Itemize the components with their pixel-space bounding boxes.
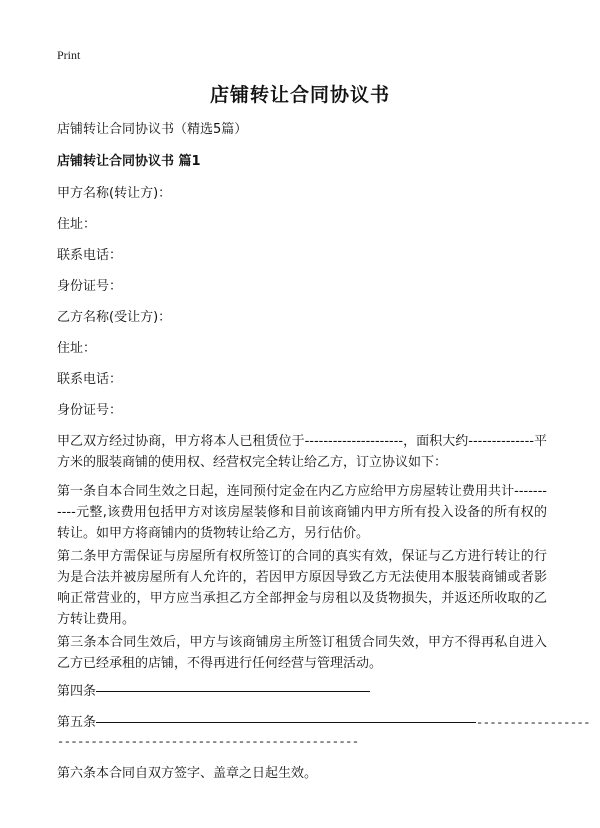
clause-5-dash-line: --------------------------------------------- — [57, 735, 359, 749]
clause-1-paragraph: 第一条自本合同生效之日起，连同预付定金在内乙方应给甲方房屋转让费用共计-----------元整,该费用包括甲方对该房屋装修和目前该商铺内甲方所有投入设备的所有权的转让。如甲方将商铺内的货物转让给乙方，另行估价。 — [57, 484, 547, 541]
clause-5-blank-line — [96, 722, 476, 723]
party-b-id-label: 身份证号： — [57, 403, 123, 418]
document-subtitle: 店铺转让合同协议书（精选5篇） — [57, 122, 248, 137]
clause-5-row — [57, 712, 590, 734]
print-link[interactable]: Print — [57, 48, 81, 62]
clause-5-label: 第五条 — [57, 715, 97, 730]
clause-4-blank-line — [96, 691, 370, 692]
intro-paragraph: 甲乙双方经过协商，甲方将本人已租赁位于---------------------，面积大约--------------平方米的服装商铺的使用权、经营权完全转让给乙方，订立协议如下： — [57, 434, 547, 470]
clause-3-paragraph: 第三条本合同生效后，甲方与该商铺房主所签订租赁合同失效，甲方不得再私自进入乙方已经承租的店铺，不得再进行任何经营与管理活动。 — [57, 635, 547, 671]
document-title: 店铺转让合同协议书 — [209, 84, 390, 106]
party-a-name-label: 甲方名称(转让方)： — [57, 186, 172, 201]
party-b-address-label: 住址： — [57, 341, 97, 356]
party-b-name-label: 乙方名称(受让方)： — [57, 310, 172, 325]
clause-6-paragraph: 第六条本合同自双方签字、盖章之日起生效。 — [57, 766, 318, 781]
party-a-phone-label: 联系电话： — [57, 248, 123, 263]
section-heading: 店铺转让合同协议书 篇1 — [57, 154, 201, 169]
clause-4-label: 第四条 — [57, 684, 97, 699]
clause-2-paragraph: 第二条甲方需保证与房屋所有权所签订的合同的真实有效，保证与乙方进行转让的行为是合法并被房屋所有人允许的，若因甲方原因导致乙方无法使用本服装商铺或者影响正常营业的，甲方应当承担乙方全部押金与房租以及货物损失，并返还所收取的乙方转让费用。 — [57, 549, 547, 627]
party-a-id-label: 身份证号： — [57, 279, 123, 294]
clause-5-dash-tail: ----------------- — [476, 716, 590, 730]
party-a-address-label: 住址： — [57, 217, 97, 232]
clause-4-row — [57, 681, 370, 702]
party-b-phone-label: 联系电话： — [57, 372, 123, 387]
